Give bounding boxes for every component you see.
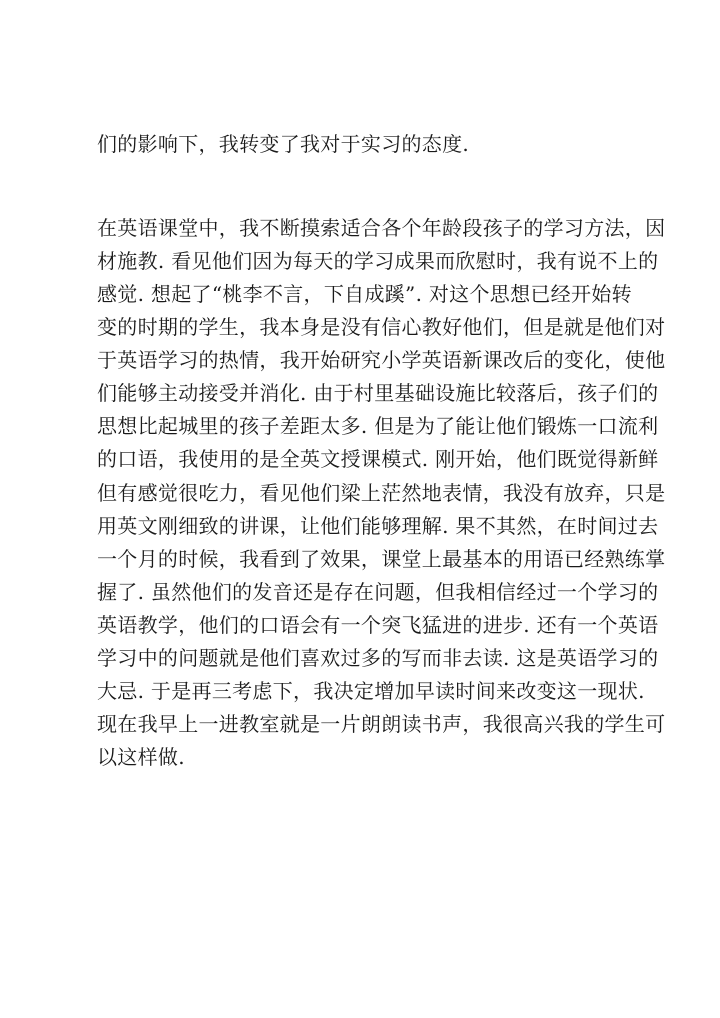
paragraph-2-line: 以这样做. bbox=[97, 745, 185, 769]
paragraph-2-line: 材施教. 看见他们因为每天的学习成果而欣慰时，我有说不上的 bbox=[97, 249, 659, 273]
paragraph-2-line: 在英语课堂中，我不断摸索适合各个年龄段孩子的学习方法，因 bbox=[97, 216, 666, 240]
paragraph-2-line: 思想比起城里的孩子差距太多. 但是为了能让他们锻炼一口流利 bbox=[97, 414, 659, 438]
paragraph-2-line: 但有感觉很吃力，看见他们梁上茫然地表情，我没有放弃，只是 bbox=[97, 481, 666, 505]
paragraph-2-line: 于英语学习的热情，我开始研究小学英语新课改后的变化，使他 bbox=[97, 348, 666, 372]
paragraph-2-line: 握了. 虽然他们的发音还是存在问题，但我相信经过一个学习的 bbox=[97, 580, 659, 604]
paragraph-1-line: 们的影响下，我转变了我对于实习的态度. bbox=[97, 132, 470, 156]
paragraph-2-line: 的口语，我使用的是全英文授课模式. 刚开始，他们既觉得新鲜 bbox=[97, 447, 659, 471]
paragraph-2-line: 们能够主动接受并消化. 由于村里基础设施比较落后，孩子们的 bbox=[97, 381, 659, 405]
paragraph-2-line: 大忌. 于是再三考虑下，我决定增加早读时间来改变这一现状. bbox=[97, 679, 645, 703]
paragraph-2-line: 学习中的问题就是他们喜欢过多的写而非去读. 这是英语学习的 bbox=[97, 646, 659, 670]
paragraph-2-line: 感觉. 想起了“桃李不言，下自成蹊”. 对这个思想已经开始转 bbox=[97, 282, 632, 306]
paragraph-2-line: 变的时期的学生，我本身是没有信心教好他们，但是就是他们对 bbox=[97, 315, 666, 339]
paragraph-2-line: 现在我早上一进教室就是一片朗朗读书声，我很高兴我的学生可 bbox=[97, 712, 666, 736]
paragraph-2-line: 一个月的时候，我看到了效果，课堂上最基本的用语已经熟练掌 bbox=[97, 547, 666, 571]
paragraph-2-line: 用英文刚细致的讲课，让他们能够理解. 果不其然，在时间过去 bbox=[97, 514, 659, 538]
paragraph-2-line: 英语教学，他们的口语会有一个突飞猛进的进步. 还有一个英语 bbox=[97, 613, 659, 637]
